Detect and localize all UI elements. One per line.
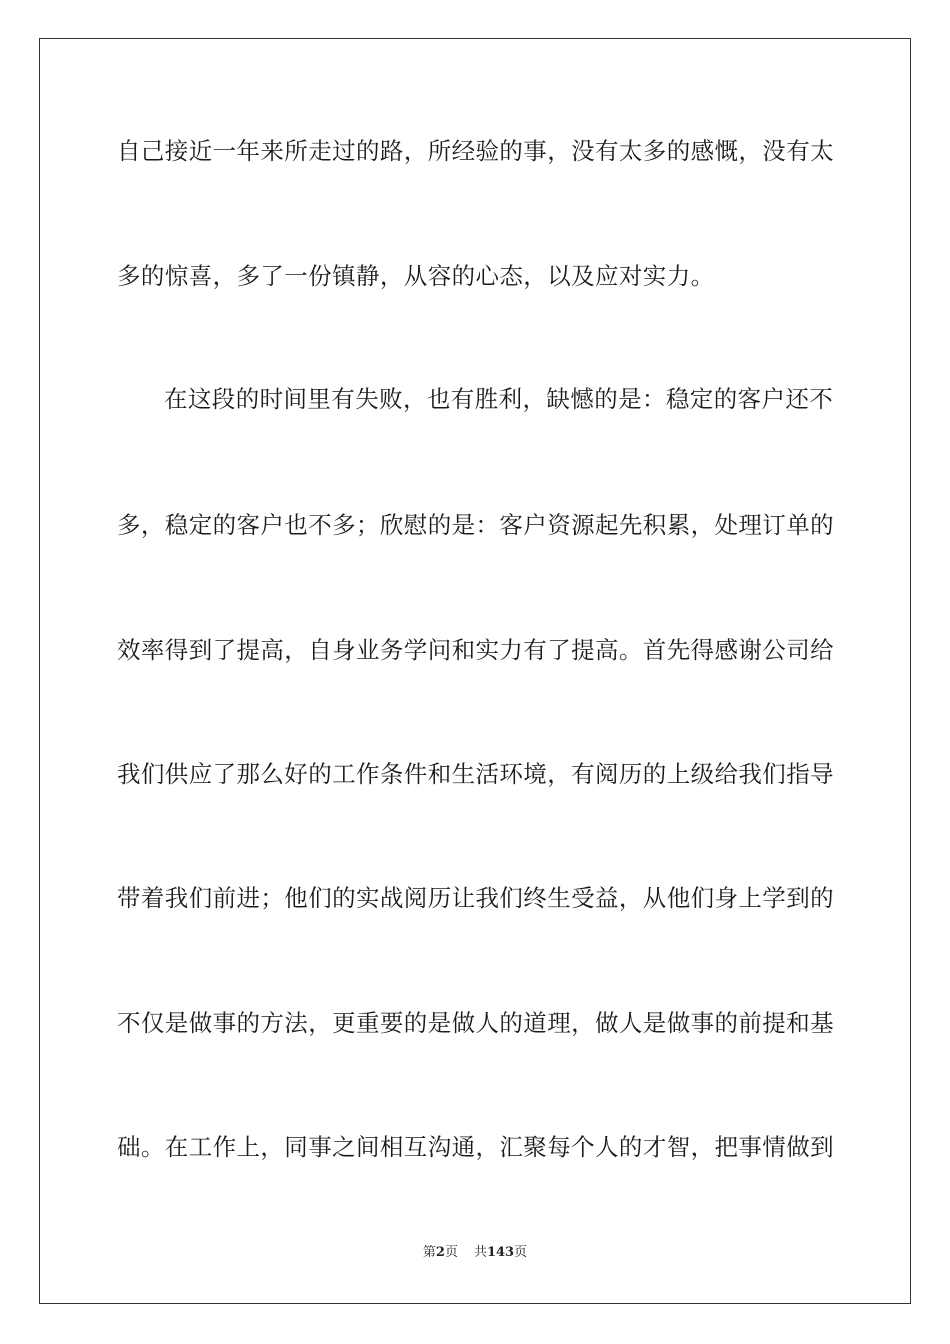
page-border bbox=[39, 38, 911, 1304]
total-pages: 143 bbox=[486, 1245, 515, 1260]
body-line-4: 多，稳定的客户也不多；欣慰的是：客户资源起先积累，处理订单的 bbox=[117, 511, 834, 539]
total-suffix: 页 bbox=[514, 1245, 528, 1260]
body-line-1: 自己接近一年来所走过的路，所经验的事，没有太多的感慨，没有太 bbox=[117, 137, 834, 165]
body-line-7: 带着我们前进；他们的实战阅历让我们终生受益，从他们身上学到的 bbox=[117, 884, 834, 912]
body-line-2: 多的惊喜，多了一份镇静，从容的心态，以及应对实力。 bbox=[117, 262, 715, 290]
body-line-3: 在这段的时间里有失败，也有胜利，缺憾的是：稳定的客户还不 bbox=[164, 385, 834, 413]
body-line-8: 不仅是做事的方法，更重要的是做人的道理，做人是做事的前提和基 bbox=[117, 1009, 834, 1037]
page-footer bbox=[0, 1244, 950, 1262]
total-prefix: 共 bbox=[473, 1245, 487, 1260]
body-line-9: 础。在工作上，同事之间相互沟通，汇聚每个人的才智，把事情做到 bbox=[117, 1133, 834, 1161]
body-line-6: 我们供应了那么好的工作条件和生活环境，有阅历的上级给我们指导 bbox=[117, 760, 834, 788]
page-suffix: 页 bbox=[444, 1245, 458, 1260]
page-prefix: 第 bbox=[422, 1245, 436, 1260]
page-number: 2 bbox=[435, 1245, 445, 1260]
body-line-5: 效率得到了提高，自身业务学问和实力有了提高。首先得感谢公司给 bbox=[117, 636, 834, 664]
